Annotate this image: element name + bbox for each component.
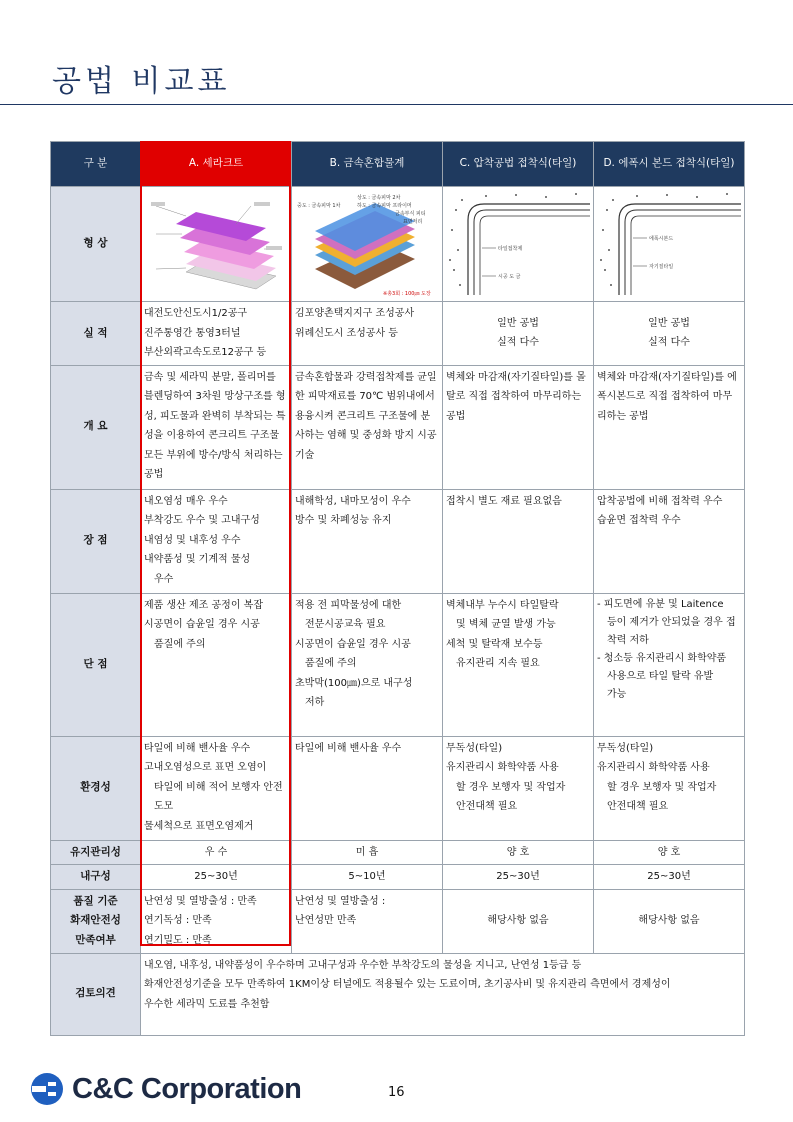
label-shape: 형 상 bbox=[51, 187, 141, 302]
cons-d-item: 등이 제거가 안되었을 경우 접 bbox=[607, 616, 736, 628]
layer-stack-image bbox=[146, 194, 286, 294]
shape-c-illustration bbox=[443, 187, 594, 302]
cons-d-item: - 피도면에 유분 및 Laitence bbox=[597, 598, 724, 610]
durability-d: 25~30년 bbox=[594, 865, 745, 890]
shape-d-illustration bbox=[594, 187, 745, 302]
row-pros bbox=[51, 489, 745, 593]
eco-a-item: 물세척으로 표면오염제거 bbox=[144, 820, 254, 832]
shape-b-tag: 금속부식 피티 bbox=[395, 211, 426, 217]
record-b bbox=[292, 302, 443, 366]
review-text bbox=[141, 953, 745, 1035]
wall-section-image-epoxy bbox=[597, 190, 743, 298]
record-d bbox=[594, 302, 745, 366]
quality-b-item: 난연성 및 열방출성 : bbox=[295, 895, 386, 907]
maint-d: 양 호 bbox=[594, 840, 745, 865]
label-eco: 환경성 bbox=[51, 736, 141, 840]
eco-c-item: 유지관리시 화학약품 사용 bbox=[446, 762, 559, 773]
pros-a bbox=[141, 489, 292, 593]
cons-a bbox=[141, 593, 292, 736]
row-shape bbox=[51, 187, 745, 302]
title-rule bbox=[0, 104, 793, 105]
shape-b-tag: 하도 : 금속피막 프라이머 bbox=[357, 203, 412, 209]
quality-a-item: 연기밀도 : 만족 bbox=[144, 934, 212, 946]
eco-c-item: 할 경우 보행자 및 작업자 bbox=[456, 781, 566, 793]
cons-c-item: 유지관리 지속 필요 bbox=[456, 658, 540, 669]
review-line: 내오염, 내후성, 내약품성이 우수하며 고내구성과 우수한 부착강도의 물성을 지니고, 난연성 1등급 등 bbox=[144, 959, 582, 971]
overview-d: 벽체와 마감재(자기질타일)를 에폭시본드로 직접 접착하여 마무리하는 공법 bbox=[594, 365, 745, 489]
label-quality bbox=[51, 889, 141, 953]
record-b-item: 김포양촌택지지구 조성공사 bbox=[295, 308, 415, 319]
cons-a-item: 품질에 주의 bbox=[154, 638, 206, 650]
label-cons: 단 점 bbox=[51, 593, 141, 736]
label-record: 실 적 bbox=[51, 302, 141, 366]
durability-b: 5~10년 bbox=[292, 865, 443, 890]
metal-layer-image bbox=[295, 189, 443, 299]
review-line: 우수한 세라믹 도료를 추천함 bbox=[144, 998, 270, 1010]
record-b-item: 위례신도시 조성공사 등 bbox=[295, 327, 398, 339]
cons-d-item: - 청소등 유지관리시 화학약품 bbox=[597, 652, 727, 664]
cons-d-item: 가능 bbox=[607, 688, 627, 700]
quality-b bbox=[292, 889, 443, 953]
company-name: C&C Corporation bbox=[72, 1072, 302, 1105]
quality-c: 해당사항 없음 bbox=[443, 889, 594, 953]
pros-b-item: 내해학성, 내마모성이 우수 bbox=[295, 495, 411, 507]
label-review: 검토의견 bbox=[51, 953, 141, 1035]
cons-d-item: 사용으로 타일 탈락 유발 bbox=[607, 670, 714, 682]
quality-d: 해당사항 없음 bbox=[594, 889, 745, 953]
row-durability bbox=[51, 865, 745, 890]
quality-a-item: 난연성 및 열방출성 : 만족 bbox=[144, 895, 257, 907]
eco-c-item: 무독성(타일) bbox=[446, 742, 503, 754]
row-review bbox=[51, 953, 745, 1035]
shape-b-tag: 중도 : 금속피막 1차 bbox=[297, 203, 341, 209]
record-a-item: 부산외곽고속도로12공구 등 bbox=[144, 347, 267, 358]
label-overview: 개 요 bbox=[51, 365, 141, 489]
header-label: 구 분 bbox=[51, 142, 141, 187]
label-quality-line: 품질 기준 bbox=[73, 894, 118, 907]
cons-c-item: 세척 및 탈락재 보수등 bbox=[446, 638, 543, 650]
cons-c-item: 및 벽체 균열 발생 가능 bbox=[456, 619, 556, 630]
header-a: A. 세라크트 bbox=[141, 142, 292, 187]
quality-a-item: 연기독성 : 만족 bbox=[144, 915, 212, 927]
header-c: C. 압착공법 접착식(타일) bbox=[443, 142, 594, 187]
eco-c-item: 안전대책 필요 bbox=[456, 801, 518, 812]
label-maint: 유지관리성 bbox=[51, 840, 141, 865]
page-title: 공법 비교표 bbox=[52, 64, 231, 99]
eco-a-item: 고내오염성으로 표면 오염이 bbox=[144, 762, 267, 773]
header-d: D. 에폭시 본드 접착식(타일) bbox=[594, 142, 745, 187]
record-a bbox=[141, 302, 292, 366]
cons-a-item: 시공면이 습윤일 경우 시공 bbox=[144, 619, 260, 630]
cons-c-item: 벽체내부 누수시 타일탈락 bbox=[446, 599, 559, 611]
row-cons bbox=[51, 593, 745, 736]
shape-c-tag: 시공 도 금 bbox=[498, 274, 521, 280]
cons-d-item: 착력 저하 bbox=[607, 634, 649, 646]
shape-b-note: ※총3회 : 100㎛ 도장 bbox=[383, 291, 431, 297]
cons-b-item: 시공면이 습윤일 경우 시공 bbox=[295, 638, 411, 650]
eco-d bbox=[594, 736, 745, 840]
label-durability: 내구성 bbox=[51, 865, 141, 890]
record-d-item: 일반 공법 bbox=[648, 317, 690, 329]
cons-b-item: 전문시공교육 필요 bbox=[305, 619, 386, 630]
eco-a-item: 도모 bbox=[154, 801, 174, 812]
pros-a-item: 내약품성 및 기계적 물성 bbox=[144, 554, 251, 565]
company-logo bbox=[30, 1072, 301, 1106]
eco-c bbox=[443, 736, 594, 840]
maint-a: 우 수 bbox=[141, 840, 292, 865]
pros-a-item: 우수 bbox=[154, 573, 174, 585]
header-b: B. 금속혼합물계 bbox=[292, 142, 443, 187]
label-quality-line: 만족여부 bbox=[75, 933, 116, 946]
eco-d-item: 유지관리시 화학약품 사용 bbox=[597, 762, 710, 773]
page-number: 16 bbox=[388, 1085, 405, 1100]
pros-a-item: 내염성 및 내후성 우수 bbox=[144, 534, 241, 546]
eco-d-item: 무독성(타일) bbox=[597, 742, 654, 754]
eco-a-item: 타일에 비해 적어 보행자 안전 bbox=[154, 781, 283, 793]
pros-b bbox=[292, 489, 443, 593]
record-c-item: 실적 다수 bbox=[497, 337, 539, 349]
record-c bbox=[443, 302, 594, 366]
cons-c bbox=[443, 593, 594, 736]
shape-a-illustration bbox=[141, 187, 292, 302]
overview-c: 벽체와 마감재(자기질타일)를 몰탈로 직접 접착하여 마무리하는 공법 bbox=[443, 365, 594, 489]
header-row bbox=[51, 142, 745, 187]
pros-c bbox=[443, 489, 594, 593]
row-quality bbox=[51, 889, 745, 953]
cons-b-item: 품질에 주의 bbox=[305, 658, 357, 669]
pros-b-item: 방수 및 차폐성능 유지 bbox=[295, 515, 392, 526]
pros-d-item: 습윤면 접착력 우수 bbox=[597, 515, 681, 526]
quality-a bbox=[141, 889, 292, 953]
durability-c: 25~30년 bbox=[443, 865, 594, 890]
quality-b-item: 난연성만 만족 bbox=[295, 915, 357, 926]
label-quality-line: 화재안전성 bbox=[70, 914, 121, 927]
cons-d bbox=[594, 593, 745, 736]
maint-b: 미 흡 bbox=[292, 840, 443, 865]
overview-a: 금속 및 세라믹 분말, 폴리머를 블렌딩하여 3차원 망상구조를 형성, 피도물과 완벽히 부착되는 특성을 이용하여 콘크리트 구조물 모든 부위에 방수/방식 처리하는 공법 bbox=[141, 365, 292, 489]
eco-b-item: 타일에 비해 밴사율 우수 bbox=[295, 742, 402, 754]
cons-a-item: 제품 생산 제조 공정이 복잡 bbox=[144, 599, 263, 611]
record-c-item: 일반 공법 bbox=[497, 317, 539, 329]
company-logo-icon bbox=[30, 1072, 64, 1106]
record-d-item: 실적 다수 bbox=[648, 337, 690, 349]
eco-d-item: 할 경우 보행자 및 작업자 bbox=[607, 781, 717, 793]
eco-d-item: 안전대책 필요 bbox=[607, 801, 669, 812]
pros-d bbox=[594, 489, 745, 593]
comparison-table bbox=[50, 141, 745, 1036]
cons-b bbox=[292, 593, 443, 736]
pros-d-item: 압착공법에 비해 접착력 우수 bbox=[597, 495, 723, 507]
row-eco bbox=[51, 736, 745, 840]
eco-a-item: 타일에 비해 밴사율 우수 bbox=[144, 742, 251, 754]
row-record bbox=[51, 302, 745, 366]
record-a-item: 진주통영간 통영3터널 bbox=[144, 327, 241, 339]
eco-a bbox=[141, 736, 292, 840]
overview-b: 금속혼합물과 강력접착제를 균일한 피막재료를 70℃ 범위내에서 용융시켜 콘크리트 구조물에 분사하는 염해 및 중성화 방지 시공 기술 bbox=[292, 365, 443, 489]
row-overview bbox=[51, 365, 745, 489]
maint-c: 양 호 bbox=[443, 840, 594, 865]
cons-b-item: 초박막(100㎛)으로 내구성 bbox=[295, 677, 413, 689]
review-line: 화재안전성기준을 모두 만족하여 1KM이상 터널에도 적용될수 있는 도료이며, 초기공사비 및 유지관리 측면에서 경제성이 bbox=[144, 979, 671, 990]
shape-b-tag: 표면처리 bbox=[403, 219, 423, 225]
shape-b-illustration bbox=[292, 187, 443, 302]
shape-d-tag: 에폭시본드 bbox=[649, 236, 674, 242]
pros-a-item: 부착강도 우수 및 고내구성 bbox=[144, 515, 260, 526]
label-pros: 장 점 bbox=[51, 489, 141, 593]
cons-b-item: 저하 bbox=[305, 697, 325, 708]
durability-a: 25~30년 bbox=[141, 865, 292, 890]
row-maint bbox=[51, 840, 745, 865]
shape-c-tag: 타일접착제 bbox=[498, 246, 523, 252]
wall-section-image bbox=[446, 190, 592, 298]
eco-b bbox=[292, 736, 443, 840]
shape-b-tag: 상도 : 금속피막 2차 bbox=[357, 195, 401, 201]
pros-c-item: 접착시 별도 재료 필요없음 bbox=[446, 495, 562, 507]
record-a-item: 대전도안신도시1/2공구 bbox=[144, 308, 248, 319]
pros-a-item: 내오염성 매우 우수 bbox=[144, 495, 228, 507]
shape-d-tag: 자기질타일 bbox=[649, 264, 674, 270]
cons-b-item: 적용 전 피막물성에 대한 bbox=[295, 599, 402, 611]
